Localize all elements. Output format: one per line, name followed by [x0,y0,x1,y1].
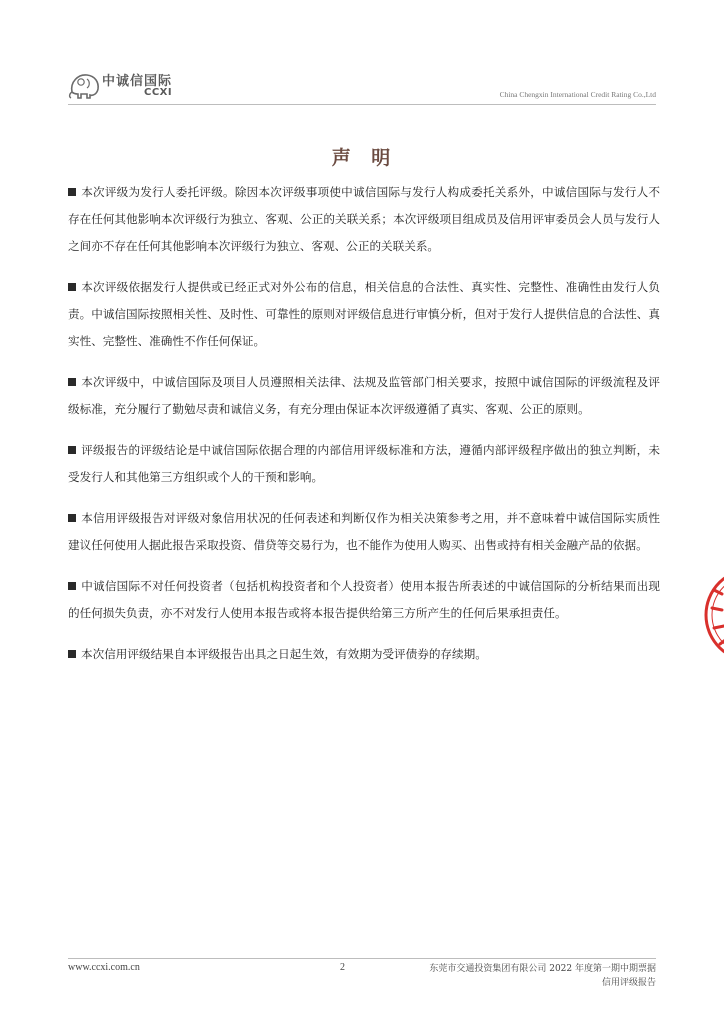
square-bullet-icon [68,514,76,522]
statement-body [68,179,660,682]
square-bullet-icon [68,582,76,590]
footer-report-line-1: 东莞市交通投资集团有限公司 2022 年度第一期中期票据 [429,964,656,974]
footer-website: www.ccxi.com.cn [68,962,140,973]
page-title: 声 明 [331,147,393,169]
footer-divider [68,958,656,959]
statement-paragraph-5: 本信用评级报告对评级对象信用状况的任何表述和判断仅作为相关决策参考之用，并不意味着中诚信国际实质性建议任何使用人据此报告采取投资、借贷等交易行为，也不能作为使用人购买、出售或持有相关金融产品的依据。 [68,511,660,552]
page-number: 2 [340,962,345,973]
statement-paragraph-7: 本次信用评级结果自本评级报告出具之日起生效，有效期为受评债券的存续期。 [68,641,660,668]
statement-paragraph-6: 中诚信国际不对任何投资者（包括机构投资者和个人投资者）使用本报告所表述的中诚信国际的分析结果而出现的任何损失负责，亦不对发行人使用本报告或将本报告提供给第三方所产生的任何后果承担责任。 [68,579,660,620]
statement-paragraph-4: 评级报告的评级结论是中诚信国际依据合理的内部信用评级标准和方法，遵循内部评级程序做出的独立判断，未受发行人和其他第三方组织或个人的干预和影响。 [68,443,660,484]
statement-paragraph-2: 本次评级依据发行人提供或已经正式对外公布的信息，相关信息的合法性、真实性、完整性、准确性由发行人负责。中诚信国际按照相关性、及时性、可靠性的原则对评级信息进行审慎分析，但对于发行人提供信息的合法性、真实性、完整性、准确性不作任何保证。 [68,280,660,348]
square-bullet-icon [68,188,76,196]
logo-en-text: CCXI [144,87,173,98]
logo-cn-text: 中诚信国际 [102,74,173,89]
statement-paragraph-3: 本次评级中，中诚信国际及项目人员遵照相关法律、法规及监管部门相关要求，按照中诚信国际的评级流程及评级标准，充分履行了勤勉尽责和诚信义务，有充分理由保证本次评级遵循了真实、客观、公正的原则。 [68,375,660,416]
footer-report-title [429,962,656,990]
header-divider [68,104,656,105]
square-bullet-icon [68,650,76,658]
square-bullet-icon [68,446,76,454]
square-bullet-icon [68,283,76,291]
company-logo [68,68,178,102]
footer-report-line-2: 信用评级报告 [601,978,656,988]
statement-paragraph-1: 本次评级为发行人委托评级。除因本次评级事项使中诚信国际与发行人构成委托关系外，中诚信国际与发行人不存在任何其他影响本次评级行为独立、客观、公正的关联关系；本次评级项目组成员及信用评审委员会人员与发行人之间亦不存在任何其他影响本次评级行为独立、客观、公正的关联关系。 [68,185,660,253]
header-company-en: China Chengxin International Credit Rating Co.,Ltd [499,90,656,99]
square-bullet-icon [68,378,76,386]
company-seal-icon [700,560,724,670]
elephant-logo-icon [68,70,102,100]
